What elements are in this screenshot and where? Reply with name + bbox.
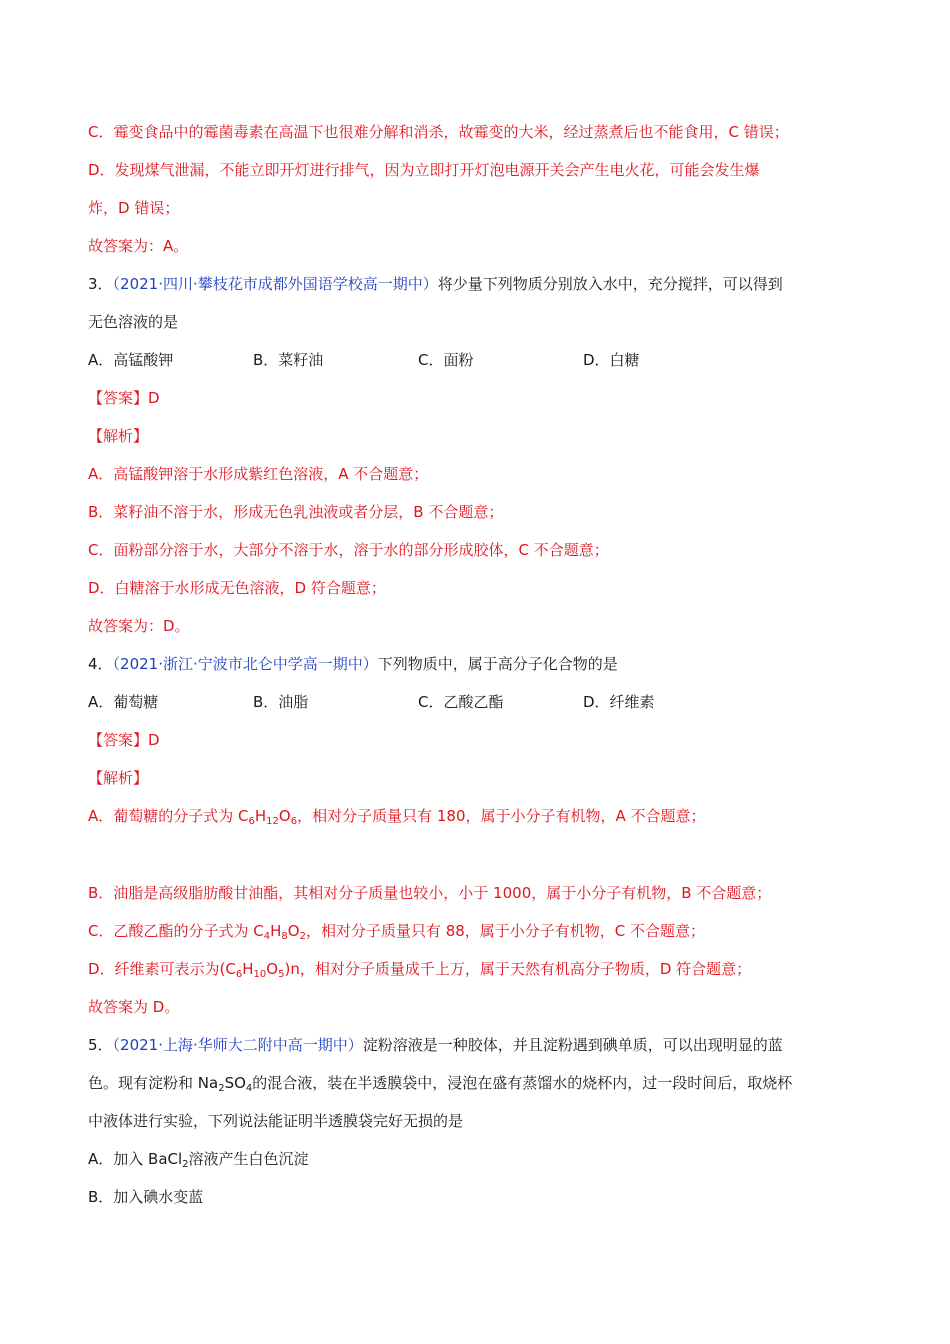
question-number: 4． [88, 655, 113, 673]
q5-option-b: B．加入碘水变蓝 [88, 1188, 204, 1206]
q4-analysis-b: B．油脂是高级脂肪酸甘油酯，其相对分子质量也较小，小于 1000，属于小分子有机物，B 不合题意； [88, 884, 772, 902]
q4-option-c: C．乙酸乙酯 [418, 693, 504, 711]
question-5-stem [88, 1035, 783, 1055]
q3-option-b: B．菜籽油 [253, 351, 324, 369]
question-text: 下列物质中，属于高分子化合物的是 [377, 655, 618, 673]
q4-analysis-a: A．葡萄糖的分子式为 $C_6H_{12}O_6$，相对分子质量只有 180，属于小分子有机物，A 不合题意； [88, 807, 706, 827]
question-source: （2021·浙江·宁波市北仑中学高一期中） [112, 655, 378, 673]
question-number: 5． [88, 1036, 113, 1054]
question-5-stem-line2: 色。现有淀粉和 $Na_2SO_4$的混合液，装在半透膜袋中，浸泡在盛有蒸馏水的烧杯内，过一段时间后，取烧杯 [88, 1074, 793, 1094]
question-text: 淀粉溶液是一种胶体，并且淀粉遇到碘单质，可以出现明显的蓝 [362, 1036, 783, 1054]
prev-analysis-d-line2: 炸，D 错误； [88, 199, 180, 217]
question-3-stem-cont: 无色溶液的是 [88, 313, 179, 331]
prev-analysis-d-line1: D．发现煤气泄漏，不能立即开灯进行排气，因为立即打开灯泡电源开关会产生电火花，可能会发生爆 [88, 161, 760, 179]
question-5-stem-line3: 中液体进行实验，下列说法能证明半透膜袋完好无损的是 [88, 1112, 464, 1130]
q4-option-d: D．纤维素 [583, 693, 655, 711]
q3-analysis-b: B．菜籽油不溶于水，形成无色乳浊液或者分层，B 不合题意； [88, 503, 504, 521]
q3-analysis-a: A．高锰酸钾溶于水形成紫红色溶液，A 不合题意； [88, 465, 429, 483]
q3-conclusion: 故答案为：D。 [88, 617, 190, 635]
q4-analysis-label: 【解析】 [88, 769, 149, 787]
q5-option-a: A．加入 BaCl$_2$溶液产生白色沉淀 [88, 1150, 309, 1170]
q4-option-a: A．葡萄糖 [88, 693, 159, 711]
q3-answer: 【答案】D [88, 389, 160, 407]
q3-analysis-d: D．白糖溶于水形成无色溶液，D 符合题意； [88, 579, 386, 597]
prev-conclusion: 故答案为：A。 [88, 237, 189, 255]
question-source: （2021·四川·攀枝花市成都外国语学校高一期中） [112, 275, 438, 293]
q4-answer: 【答案】D [88, 731, 160, 749]
q3-option-d: D．白糖 [583, 351, 640, 369]
q4-analysis-d: D．纤维素可表示为$(C_6H_{10}O_5)n$，相对分子质量成千上万，属于天然有机高分子物质，D 符合题意； [88, 960, 752, 980]
question-source: （2021·上海·华师大二附中高一期中） [112, 1036, 363, 1054]
q3-analysis-c: C．面粉部分溶于水，大部分不溶于水，溶于水的部分形成胶体，C 不合题意； [88, 541, 609, 559]
q3-analysis-label: 【解析】 [88, 427, 149, 445]
q3-option-a: A．高锰酸钾 [88, 351, 174, 369]
question-4-stem [88, 654, 618, 674]
prev-analysis-c: C．霉变食品中的霉菌毒素在高温下也很难分解和消杀，故霉变的大米，经过蒸煮后也不能食用，C 错误； [88, 123, 789, 141]
q4-conclusion: 故答案为 D。 [88, 998, 180, 1016]
question-text: 将少量下列物质分别放入水中，充分搅拌，可以得到 [437, 275, 783, 293]
question-3-stem [88, 274, 783, 294]
q3-option-c: C．面粉 [418, 351, 474, 369]
question-number: 3． [88, 275, 113, 293]
q4-option-b: B．油脂 [253, 693, 309, 711]
q4-analysis-c: C．乙酸乙酯的分子式为 $C_4H_8O_2$，相对分子质量只有 88，属于小分子有机物，C 不合题意； [88, 922, 706, 942]
